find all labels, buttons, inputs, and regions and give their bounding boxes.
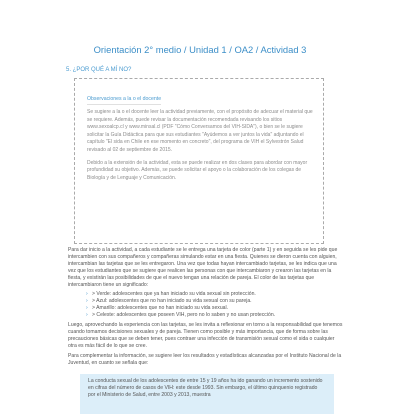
list-item: › > Celeste: adolescentes que poseen VIH, pero no lo saben y no usan protección.: [92, 312, 343, 319]
statistics-callout: La conducta sexual de los adolescentes de entre 15 y 19 años ha ido ganando un incremento sostenido en cifras del número de casos de VIH: este desde 1993. Sin embargo, el último quinquenio registrado por el Ministerio de Salud, entre 2003 y 2013, muestra: [80, 374, 334, 414]
list-item: › > Amarillo: adolescentes que no han iniciado su vida sexual.: [92, 305, 343, 312]
teacher-notes-box: [74, 78, 324, 244]
activity-body: [68, 247, 343, 370]
page-title: Orientación 2° medio / Unidad 1 / OA2 / Actividad 3: [93, 44, 307, 55]
teacher-notes-paragraph: Se sugiere a la o el docente leer la actividad previamente, con el propósito de adecuar el material que se requiere. Además, puede revisar la documentación recomendada revisando los sitios www.sexoalcp.cl y www.minsal.cl (PDF "Cómo Conversamos del VIH-SIDA"), o bien se le sugiere solicitar la Guía Didáctica para que sus estudiantes "Ayúdemos a ver juntos la vida" adjuntando el capítulo "El sida en Chile en ese momento en concreto", del programa de VIH el Sylvestrón Salud revisado al 02 de septiembre de 2015.: [87, 109, 313, 153]
intro-paragraph: Para dar inicio a la actividad, a cada estudiante se le entrega una tarjeta de color (parte 1) y en seguida se les pide que intercambien con sus compañeros y compañeras simulando estar en una fiesta. Quienes se dieron cuenta con alguien, intercambian las tarjetas que se les entregaron. Una vez que todas hayan intercambiado tarjetas, se les indica que una vez que los estudiantes que se sugiere que realicen las personas con que intercambiaron y crearon las tarjetas en la fiesta, y existirán las posibilidades de que el nuevo tengan una relación de pareja. El color de las tarjetas que intercambiaron tiene un significado:: [68, 247, 338, 288]
complement-paragraph: Para complementar la información, se sugiere leer los resultados y estadísticas alcanzadas por el Instituto Nacional de la Juventud, en cuanto se señala que:: [68, 352, 342, 366]
list-item: › > Azul: adolescentes que no han iniciado su vida sexual con su pareja.: [92, 298, 343, 305]
card-color-list: [68, 291, 343, 319]
teacher-notes-paragraph: Debido a la extensión de la actividad, esta se puede realizar en dos clases para abordar con mayor profundidad su objetivo. Además, se puede solicitar el apoyo o la colaboración de los colegas de Biología y de Lenguaje y Comunicación.: [87, 159, 308, 181]
list-item: › > Verde: adolescentes que ya han iniciado su vida sexual sin protección.: [92, 291, 343, 298]
teacher-notes-title: Observaciones a la o el docente: [87, 96, 161, 105]
reflection-paragraph: Luego, aprovechando la experiencia con las tarjetas, se les invita a reflexionar en torno a la responsabilidad que tenemos cuando tomamos decisiones sexuales y de pareja. Tienen como posible y más importancia, que de forma sobre las precauciones básicas que se deben tener, pues contraer una infección de transmisión sexual como el sida o cualquier otra es más fácil de lo que se cree.: [68, 322, 343, 349]
section-heading: 5. ¿POR QUÉ A MÍ NO?: [66, 67, 132, 73]
